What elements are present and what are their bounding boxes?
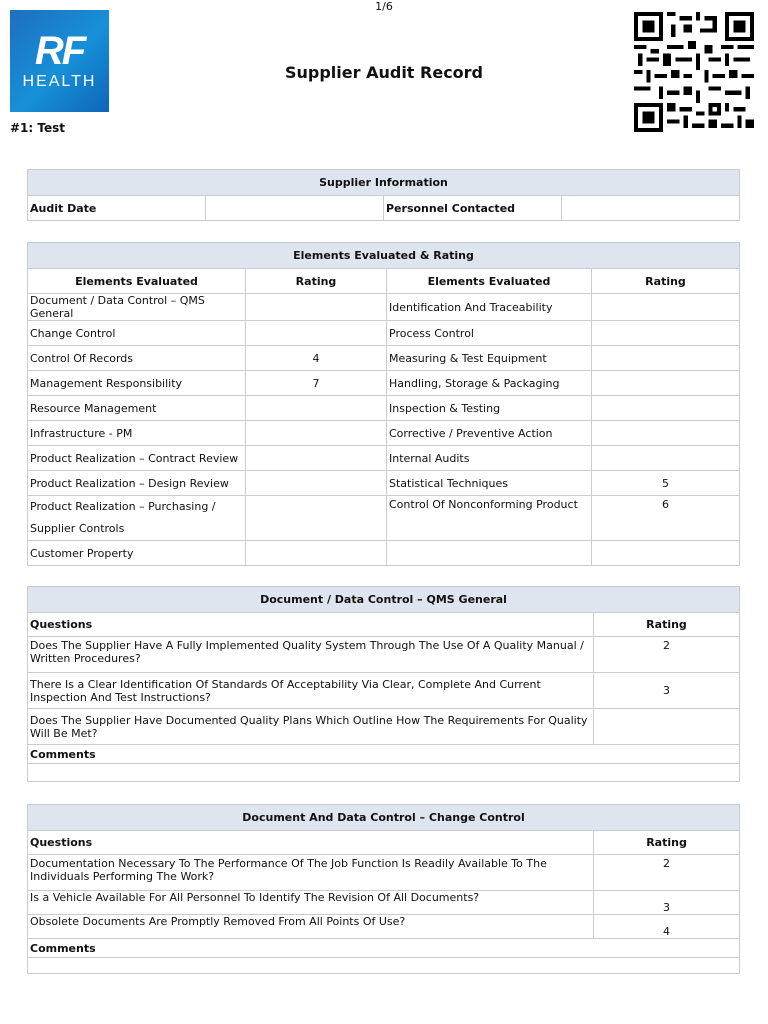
question-rating: 2	[594, 855, 740, 891]
company-logo	[10, 10, 109, 112]
element-rating: 4	[246, 346, 387, 371]
table-row	[28, 371, 740, 396]
element-rating	[246, 294, 387, 321]
element-name: Infrastructure - PM	[28, 421, 246, 446]
table-row	[28, 346, 740, 371]
table-row	[28, 321, 740, 346]
element-rating	[592, 321, 740, 346]
element-rating	[592, 421, 740, 446]
questions-header: Questions	[28, 831, 594, 855]
element-rating	[592, 446, 740, 471]
elements-rating-table	[27, 242, 740, 566]
col-header-rating-right: Rating	[592, 269, 740, 294]
question-text: Does The Supplier Have A Fully Implemented Quality System Through The Use Of A Quality Manual / Written Procedures?	[28, 637, 594, 673]
rating-header: Rating	[594, 831, 740, 855]
element-name: Inspection & Testing	[387, 396, 592, 421]
table-row	[28, 637, 740, 673]
table-row	[28, 891, 740, 915]
element-rating	[592, 371, 740, 396]
qms-section-title: Document / Data Control – QMS General	[28, 587, 740, 613]
element-rating	[246, 471, 387, 496]
question-rating: 2	[594, 637, 740, 673]
table-row	[28, 396, 740, 421]
element-name: Control Of Records	[28, 346, 246, 371]
element-rating: 7	[246, 371, 387, 396]
logo-mark: RF	[34, 29, 85, 73]
element-rating	[592, 346, 740, 371]
element-name: Document / Data Control – QMS General	[28, 294, 246, 321]
element-name	[387, 541, 592, 566]
element-rating: 5	[592, 471, 740, 496]
element-rating: 6	[592, 496, 740, 541]
element-rating	[246, 541, 387, 566]
comments-label: Comments	[28, 939, 740, 958]
element-rating	[246, 446, 387, 471]
element-rating	[246, 421, 387, 446]
qms-general-table	[27, 586, 740, 782]
questions-header: Questions	[28, 613, 594, 637]
table-row	[28, 855, 740, 891]
col-header-elements-right: Elements Evaluated	[387, 269, 592, 294]
element-name: Identification And Traceability	[387, 294, 592, 321]
question-text: Does The Supplier Have Documented Quality Plans Which Outline How The Requirements For Quality Will Be Met?	[28, 709, 594, 745]
element-name: Product Realization – Contract Review	[28, 446, 246, 471]
comments-field[interactable]	[28, 958, 740, 974]
col-header-elements-left: Elements Evaluated	[28, 269, 246, 294]
audit-date-label: Audit Date	[28, 196, 206, 221]
table-row	[28, 709, 740, 745]
element-name: Customer Property	[28, 541, 246, 566]
document-title: Supplier Audit Record	[284, 63, 484, 82]
page-indicator: 1/6	[375, 0, 393, 13]
audit-date-field[interactable]	[206, 196, 384, 221]
change-control-table	[27, 804, 740, 974]
question-rating	[594, 709, 740, 745]
table-row	[28, 294, 740, 321]
element-name: Statistical Techniques	[387, 471, 592, 496]
table-row	[28, 446, 740, 471]
element-rating	[246, 321, 387, 346]
personnel-contacted-label: Personnel Contacted	[384, 196, 562, 221]
element-rating	[246, 496, 387, 541]
element-rating	[592, 294, 740, 321]
table-row	[28, 471, 740, 496]
table-row	[28, 496, 740, 541]
personnel-contacted-field[interactable]	[562, 196, 740, 221]
col-header-rating-left: Rating	[246, 269, 387, 294]
element-name: Corrective / Preventive Action	[387, 421, 592, 446]
record-id: #1: Test	[10, 121, 65, 135]
element-rating	[592, 396, 740, 421]
element-name: Change Control	[28, 321, 246, 346]
element-name: Product Realization – Purchasing / Supplier Controls	[28, 496, 246, 541]
question-rating: 3	[594, 891, 740, 915]
question-text: Documentation Necessary To The Performance Of The Job Function Is Readily Available To The Individuals Performing The Work?	[28, 855, 594, 891]
element-rating	[592, 541, 740, 566]
table-row	[28, 673, 740, 709]
qr-code-icon	[634, 10, 754, 134]
elements-table-title: Elements Evaluated & Rating	[28, 243, 740, 269]
table-row	[28, 541, 740, 566]
element-name: Resource Management	[28, 396, 246, 421]
question-text: There Is a Clear Identification Of Standards Of Acceptability Via Clear, Complete And Current Inspection And Test Instructions?	[28, 673, 594, 709]
question-rating: 4	[594, 915, 740, 939]
question-rating: 3	[594, 673, 740, 709]
element-name: Handling, Storage & Packaging	[387, 371, 592, 396]
rating-header: Rating	[594, 613, 740, 637]
element-name: Control Of Nonconforming Product	[387, 496, 592, 541]
table-row	[28, 421, 740, 446]
logo-wordmark: HEALTH	[22, 73, 97, 90]
supplier-info-table	[27, 169, 740, 221]
element-name: Product Realization – Design Review	[28, 471, 246, 496]
question-text: Is a Vehicle Available For All Personnel To Identify The Revision Of All Documents?	[28, 891, 594, 915]
element-name: Internal Audits	[387, 446, 592, 471]
element-name: Process Control	[387, 321, 592, 346]
supplier-info-title: Supplier Information	[28, 170, 740, 196]
element-name: Management Responsibility	[28, 371, 246, 396]
element-rating	[246, 396, 387, 421]
table-row	[28, 915, 740, 939]
change-control-section-title: Document And Data Control – Change Control	[28, 805, 740, 831]
question-text: Obsolete Documents Are Promptly Removed From All Points Of Use?	[28, 915, 594, 939]
comments-label: Comments	[28, 745, 740, 764]
comments-field[interactable]	[28, 764, 740, 782]
element-name: Measuring & Test Equipment	[387, 346, 592, 371]
